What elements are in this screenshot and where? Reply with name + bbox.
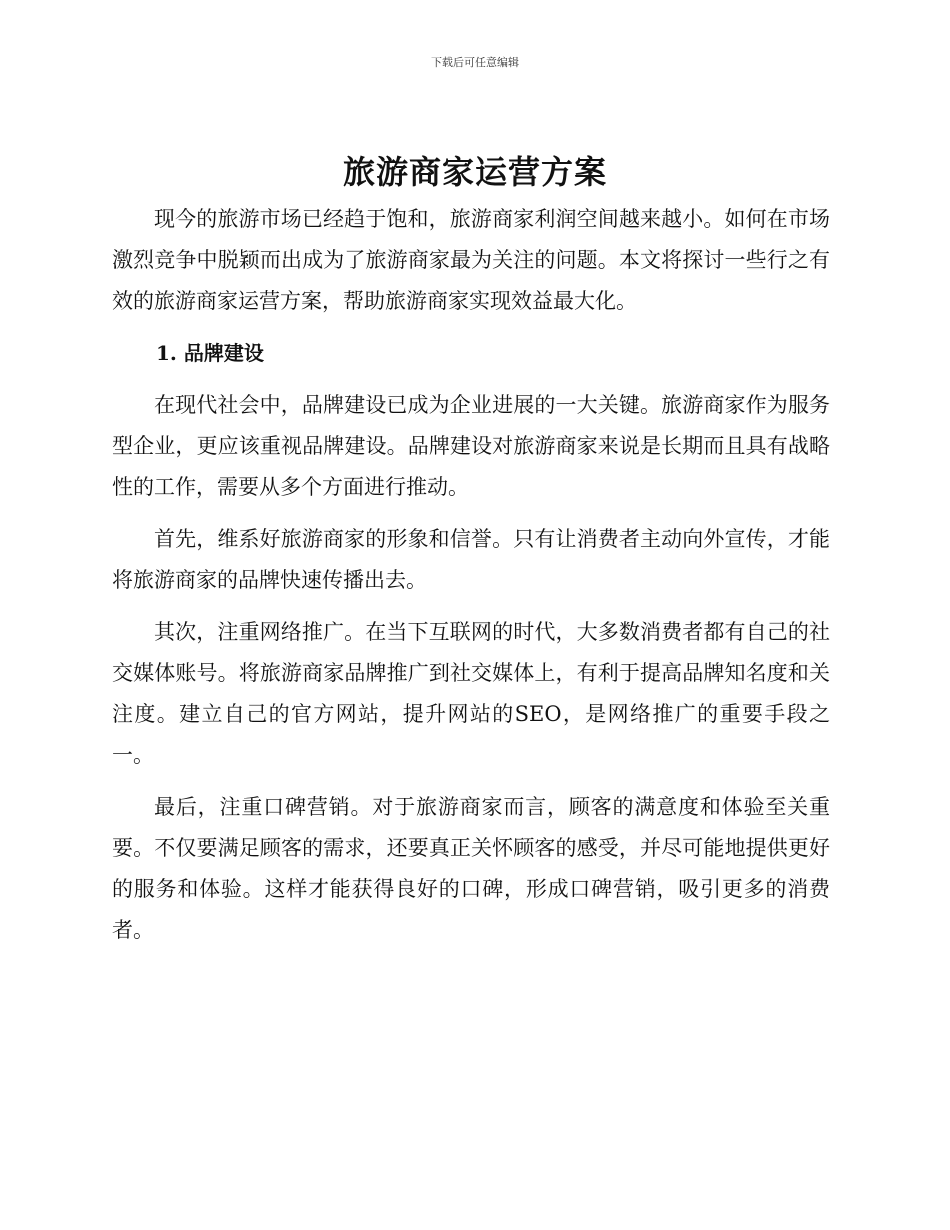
body-paragraph: 其次，注重网络推广。在当下互联网的时代，大多数消费者都有自己的社交媒体账号。将旅游商家品牌推广到社交媒体上，有利于提高品牌知名度和关注度。建立自己的官方网站，提升网站的SEO，是网络推广的重要手段之一。 [112,620,830,767]
intro-paragraph: 现今的旅游市场已经趋于饱和，旅游商家利润空间越来越小。如何在市场激烈竞争中脱颖而出成为了旅游商家最为关注的问题。本文将探讨一些行之有效的旅游商家运营方案，帮助旅游商家实现效益最大化。 [112,207,830,313]
section-heading-brand-building: 1. 品牌建设 [156,341,264,365]
body-paragraph: 首先，维系好旅游商家的形象和信誉。只有让消费者主动向外宣传，才能将旅游商家的品牌快速传播出去。 [112,527,830,592]
page-header-note: 下载后可任意编辑 [431,56,519,69]
document-body [112,199,830,962]
document-title: 旅游商家运营方案 [342,153,607,191]
body-paragraph: 最后，注重口碑营销。对于旅游商家而言，顾客的满意度和体验至关重要。不仅要满足顾客的需求，还要真正关怀顾客的感受，并尽可能地提供更好的服务和体验。这样才能获得良好的口碑，形成口碑营销，吸引更多的消费者。 [112,795,830,942]
body-paragraph: 在现代社会中，品牌建设已成为企业进展的一大关键。旅游商家作为服务型企业，更应该重视品牌建设。品牌建设对旅游商家来说是长期而且具有战略性的工作，需要从多个方面进行推动。 [112,393,830,499]
